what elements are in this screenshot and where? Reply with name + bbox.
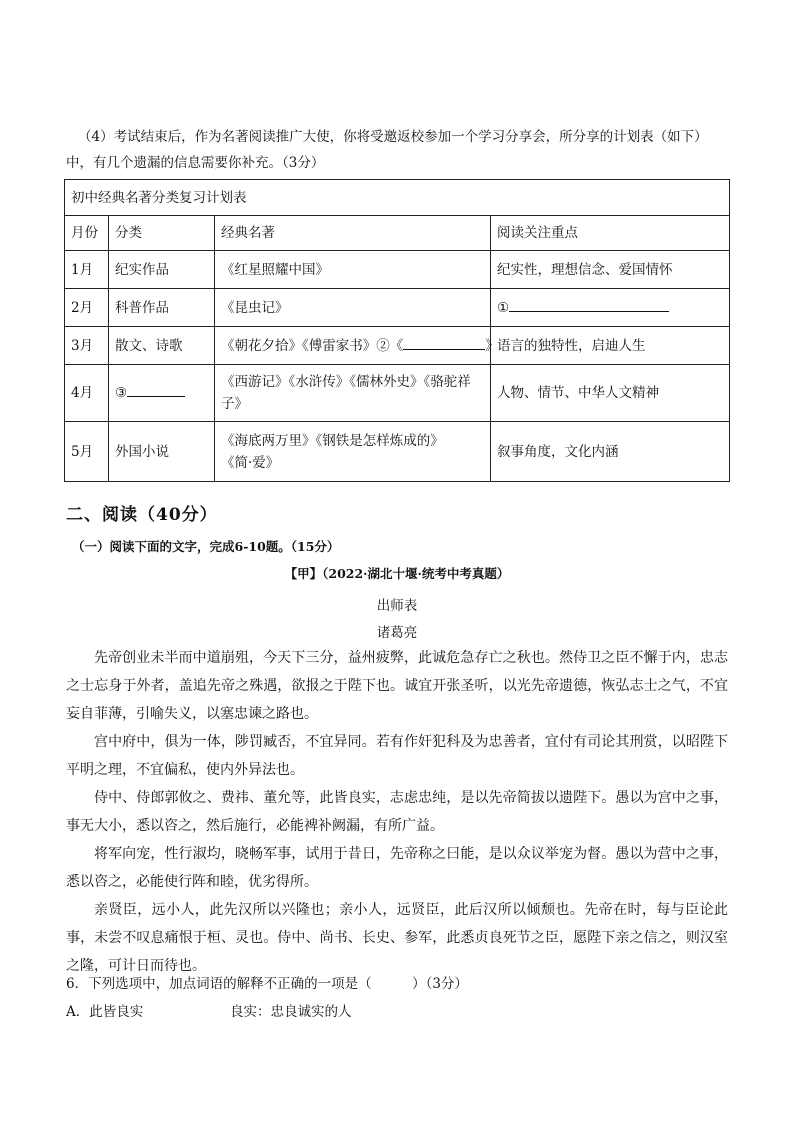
table-row — [65, 251, 730, 289]
cell-books: 《昆虫记》 — [215, 289, 491, 327]
cell-books: 《西游记》《水浒传》《儒林外史》《骆驼祥子》 — [215, 365, 491, 422]
cell-focus — [491, 289, 730, 327]
header-category: 分类 — [109, 216, 215, 251]
cell-category: 外国小说 — [109, 422, 215, 482]
header-month: 月份 — [65, 216, 109, 251]
question-4-line-2: 中，有几个遗漏的信息需要你补充。（3分） — [66, 155, 325, 171]
table-row — [65, 289, 730, 327]
cell-category: 科普作品 — [109, 289, 215, 327]
passage-source: 【甲】（2022·湖北十堰·统考中考真题） — [284, 566, 510, 581]
question-6 — [66, 970, 736, 1026]
table-title-row — [65, 180, 730, 216]
question-4-line-1: （4）考试结束后，作为名著阅读推广大使，你将受邀返校参加一个学习分享会，所分享的计划表（如下） — [78, 129, 708, 145]
passage-author: 诸葛亮 — [376, 625, 418, 641]
passage-paragraph: 亲贤臣，远小人，此先汉所以兴隆也；亲小人，远贤臣，此后汉所以倾颓也。先帝在时，每与臣论此事，未尝不叹息痛恨于桓、灵也。侍中、尚书、长史、参军，此悉贞良死节之臣，愿陛下亲之信之，则汉室之隆，可计日而待也。 — [66, 902, 728, 974]
passage-title: 出师表 — [376, 598, 418, 614]
table-row — [65, 422, 730, 482]
passage-paragraph: 先帝创业未半而中道崩殂，今天下三分，益州疲弊，此诚危急存亡之秋也。然侍卫之臣不懈于内，忠志之士忘身于外者，盖追先帝之殊遇，欲报之于陛下也。诚宜开张圣听，以光先帝遗德，恢弘志士之气，不宜妄自菲薄，引喻失义，以塞忠谏之路也。 — [66, 650, 728, 722]
cell-books: 《红星照耀中国》 — [215, 251, 491, 289]
passage-paragraph: 宫中府中，俱为一体，陟罚臧否，不宜异同。若有作奸犯科及为忠善者，宜付有司论其刑赏，以昭陛下平明之理，不宜偏私，使内外异法也。 — [66, 734, 728, 778]
question-4 — [66, 124, 736, 176]
section-title: 二、阅读（40分） — [66, 505, 218, 525]
cell-focus: 人物、情节、中华人文精神 — [491, 365, 730, 422]
cell-books — [215, 422, 491, 482]
cell-category — [109, 365, 215, 422]
books-line-1: 《海底两万里》《钢铁是怎样炼成的》 — [221, 432, 444, 449]
table-row — [65, 327, 730, 365]
review-plan-table — [64, 179, 730, 482]
question-6-stem: 6．下列选项中，加点词语的解释不正确的一项是（ ）（3分） — [66, 976, 468, 992]
table-header-row — [65, 216, 730, 251]
option-a[interactable] — [66, 998, 736, 1026]
cell-month: 4月 — [65, 365, 109, 422]
cell-month: 3月 — [65, 327, 109, 365]
books-text-end: 》 — [485, 337, 499, 354]
table-row — [65, 365, 730, 422]
answer-blank-3[interactable] — [127, 382, 185, 397]
option-a-label: A．此皆良实 — [66, 1004, 144, 1020]
cell-books — [215, 327, 499, 365]
cell-month: 1月 — [65, 251, 109, 289]
passage-body — [66, 644, 728, 980]
cell-focus: 纪实性，理想信念、爱国情怀 — [491, 251, 730, 289]
cell-focus: 语言的独特性，启迪人生 — [491, 327, 730, 365]
header-focus: 阅读关注重点 — [491, 216, 730, 251]
blank-marker-3: ③ — [115, 385, 128, 401]
cell-focus: 叙事角度，文化内涵 — [491, 422, 730, 482]
header-books: 经典名著 — [215, 216, 491, 251]
passage-paragraph: 将军向宠，性行淑均，晓畅军事，试用于昔日，先帝称之曰能，是以众议举宠为督。愚以为营中之事，悉以咨之，必能使行阵和睦，优劣得所。 — [66, 846, 728, 890]
cell-month: 5月 — [65, 422, 109, 482]
answer-blank-2[interactable] — [403, 335, 485, 350]
cell-category: 纪实作品 — [109, 251, 215, 289]
cell-month: 2月 — [65, 289, 109, 327]
cell-category: 散文、诗歌 — [109, 327, 215, 365]
blank-marker-1: ① — [497, 299, 510, 316]
passage-paragraph: 侍中、侍郎郭攸之、费祎、董允等，此皆良实，志虑忠纯，是以先帝简拔以遗陛下。愚以为宫中之事，事无大小，悉以咨之，然后施行，必能裨补阙漏，有所广益。 — [66, 790, 728, 834]
books-line-2: 《简·爱》 — [221, 454, 280, 471]
section-subtitle: （一）阅读下面的文字，完成6-10题。（15分） — [72, 539, 340, 554]
answer-blank-1[interactable] — [509, 297, 669, 312]
books-text: 《朝花夕拾》《傅雷家书》②《 — [221, 337, 404, 354]
table-title: 初中经典名著分类复习计划表 — [65, 180, 730, 216]
option-a-gloss: 良实：忠良诚实的人 — [230, 1004, 352, 1020]
